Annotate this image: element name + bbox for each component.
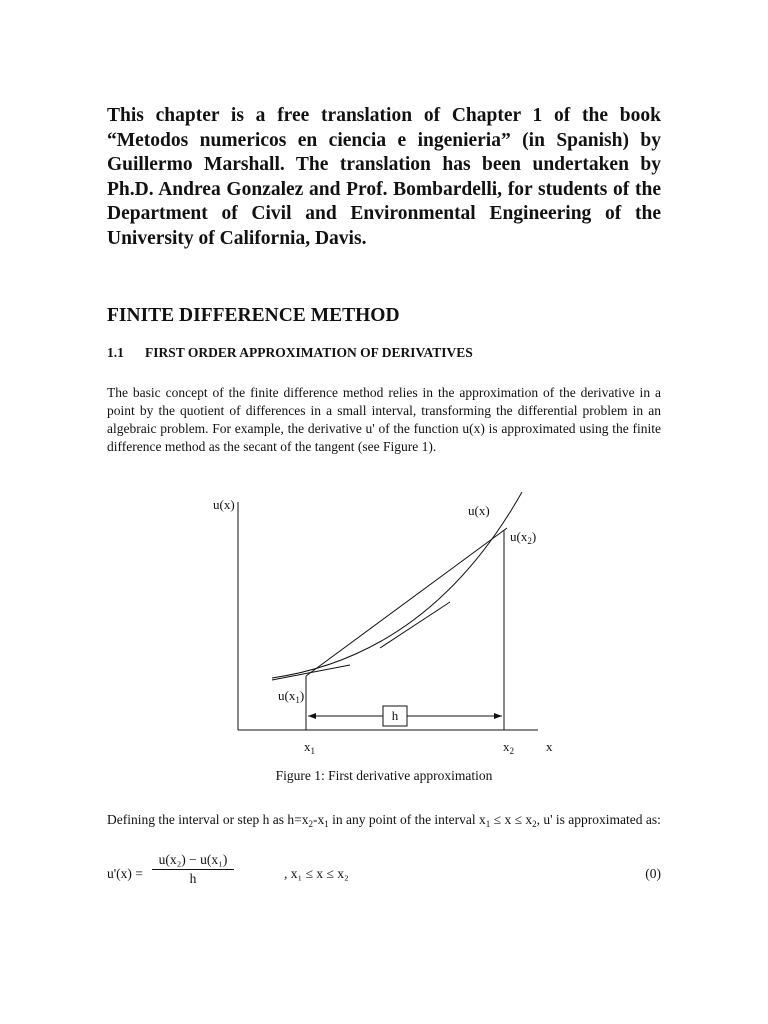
secant-line xyxy=(306,528,507,676)
figure-diagram xyxy=(200,480,570,770)
point1-label: $u(x_1)$ xyxy=(278,688,305,705)
body-paragraph: The basic concept of the finite difference method relies in the approximation of the derivative in a point by the quotient of differences in a small interval, transforming the differential problem in an algebraic problem. For example, the derivative u' of the function u(x) is approximated using the finite difference method as the secant of the tangent (see Figure 1). xyxy=(107,385,661,454)
subsection-title: FIRST ORDER APPROXIMATION OF DERIVATIVES xyxy=(145,345,473,360)
x-axis-label: x xyxy=(546,739,553,754)
equation-fraction xyxy=(152,852,234,887)
tangent-line-x1 xyxy=(272,665,350,680)
equation-number: (0) xyxy=(645,866,661,881)
definition-paragraph: Defining the interval or step h as $h=x_2-x_1$ in any point of the interval $x_1 \le x \le x_2$, u' is approximated as: xyxy=(107,812,661,829)
x1-label: $x_1$ xyxy=(304,739,315,756)
tangent-line-mid xyxy=(380,602,450,648)
figure-caption: Figure 1: First derivative approximation xyxy=(275,768,493,783)
equation-condition: , x₁ ≤ x ≤ x₂ xyxy=(284,866,349,881)
intro-paragraph: This chapter is a free translation of Chapter 1 of the book “Metodos numericos en ciencia e ingenieria” (in Spanish) by Guillermo Marshall. The translation has been undertaken by Ph.D. Andrea Gonzalez and Prof. Bombardelli, for students of the Department of Civil and Environmental Engineering of the University of California, Davis. xyxy=(107,105,661,249)
x2-label: $x_2$ xyxy=(503,739,514,756)
equation-lhs: u'(x) = xyxy=(107,866,143,881)
subsection-heading xyxy=(107,345,473,361)
equation-numerator: u(x₂) − u(x₁) xyxy=(152,852,234,870)
equation-denominator: h xyxy=(189,871,197,886)
h-arrow-left xyxy=(308,713,316,719)
y-axis-label: u(x) xyxy=(213,497,235,512)
curve-label: u(x) xyxy=(468,503,490,518)
point2-label: $u(x_2)$ xyxy=(510,529,537,546)
subsection-number: 1.1 xyxy=(107,345,124,360)
h-arrow-right xyxy=(494,713,502,719)
figure-1 xyxy=(200,480,570,770)
h-label: h xyxy=(391,708,399,723)
equation-0 xyxy=(107,852,661,902)
function-curve xyxy=(272,492,522,678)
section-title: FINITE DIFFERENCE METHOD xyxy=(107,305,400,326)
